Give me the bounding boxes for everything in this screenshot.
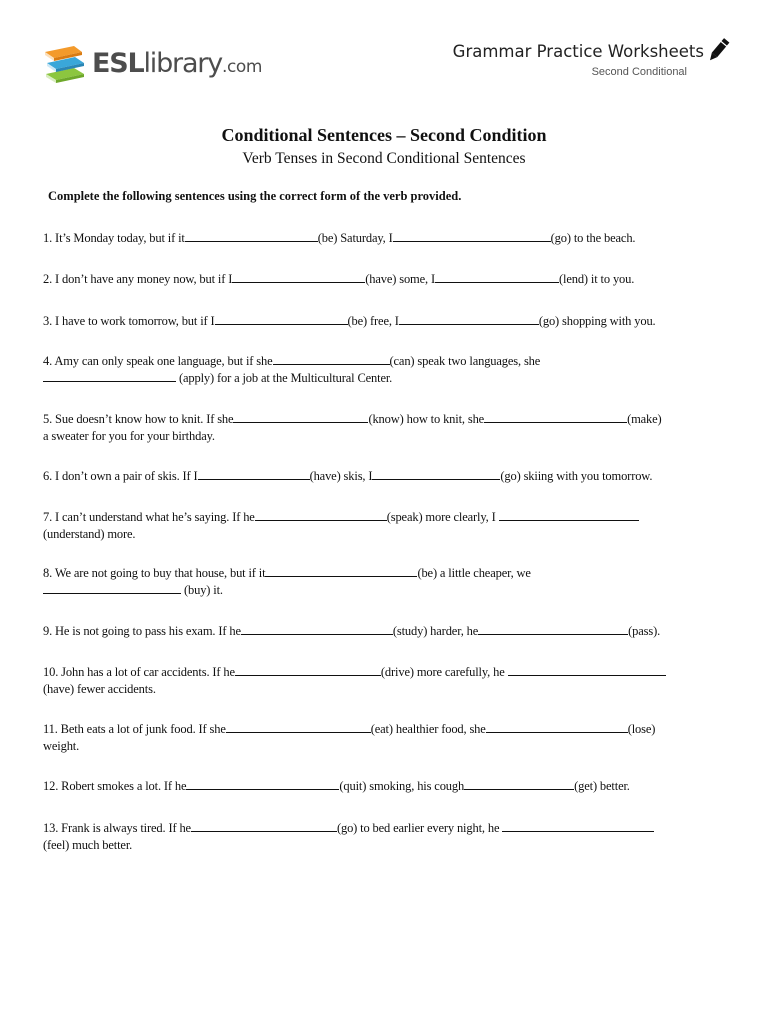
question-2: 2. I don’t have any money now, but if I (have) some, I (lend) it to you.: [43, 272, 635, 286]
question-5: 5. Sue doesn’t know how to knit. If she (know) how to knit, she (make) a sweater for you for your birthday.: [43, 412, 662, 443]
document-subtitle: Verb Tenses in Second Conditional Sentences: [242, 150, 526, 167]
series-subtitle: Second Conditional: [591, 66, 687, 78]
question-4: 4. Amy can only speak one language, but if she (can) speak two languages, she (apply) for a job at the Multicultural Center.: [43, 354, 541, 385]
answer-blank[interactable]: [435, 271, 559, 283]
question-8: 8. We are not going to buy that house, but if it (be) a little cheaper, we (buy) it.: [43, 566, 531, 597]
answer-blank[interactable]: [393, 230, 551, 242]
answer-blank[interactable]: [235, 664, 381, 676]
instructions: Complete the following sentences using the correct form of the verb provided.: [48, 189, 462, 203]
answer-blank[interactable]: [399, 313, 539, 325]
question-1: 1. It’s Monday today, but if it (be) Saturday, I (go) to the beach.: [43, 231, 636, 245]
answer-blank[interactable]: [478, 623, 628, 635]
answer-blank[interactable]: [255, 509, 387, 521]
series-title: Grammar Practice Worksheets: [452, 42, 704, 61]
answer-blank[interactable]: [232, 271, 365, 283]
answer-blank[interactable]: [508, 664, 666, 676]
question-7: 7. I can’t understand what he’s saying. If he (speak) more clearly, I (understand) more.: [43, 509, 733, 543]
answer-blank[interactable]: [464, 778, 574, 790]
logo-brand-bold: ESL: [92, 48, 144, 79]
answer-blank[interactable]: [502, 820, 654, 832]
answer-blank[interactable]: [186, 778, 339, 790]
answer-blank[interactable]: [43, 370, 176, 382]
worksheet-header: [0, 0, 768, 100]
answer-blank[interactable]: [241, 623, 393, 635]
answer-blank[interactable]: [198, 468, 310, 480]
answer-blank[interactable]: [486, 721, 628, 733]
answer-blank[interactable]: [215, 313, 348, 325]
esl-library-logo[interactable]: [44, 44, 284, 90]
logo-wordmark: [92, 48, 262, 79]
logo-brand-light: library: [143, 48, 222, 79]
answer-blank[interactable]: [484, 411, 627, 423]
answer-blank[interactable]: [233, 411, 368, 423]
answer-blank[interactable]: [265, 565, 417, 577]
question-12: 12. Robert smokes a lot. If he (quit) smoking, his cough (get) better.: [43, 779, 630, 793]
answer-blank[interactable]: [191, 820, 337, 832]
question-13: 13. Frank is always tired. If he (go) to bed earlier every night, he (feel) much better.: [43, 820, 733, 854]
answer-blank[interactable]: [43, 582, 181, 594]
answer-blank[interactable]: [185, 230, 318, 242]
question-9: 9. He is not going to pass his exam. If he (study) harder, he (pass).: [43, 624, 661, 638]
question-6: 6. I don’t own a pair of skis. If I (have) skis, I (go) skiing with you tomorrow.: [43, 469, 653, 483]
logo-suffix: .com: [221, 57, 263, 77]
question-11: 11. Beth eats a lot of junk food. If she (eat) healthier food, she (lose) weight.: [43, 722, 656, 753]
question-3: 3. I have to work tomorrow, but if I (be) free, I (go) shopping with you.: [43, 314, 656, 328]
answer-blank[interactable]: [499, 509, 639, 521]
answer-blank[interactable]: [226, 721, 371, 733]
question-10: 10. John has a lot of car accidents. If he (drive) more carefully, he (have) fewer accidents.: [43, 664, 733, 698]
books-logo-icon: [44, 44, 86, 86]
answer-blank[interactable]: [273, 353, 390, 365]
answer-blank[interactable]: [372, 468, 500, 480]
document-title: Conditional Sentences – Second Condition: [221, 125, 547, 145]
pencil-icon: [704, 36, 732, 64]
